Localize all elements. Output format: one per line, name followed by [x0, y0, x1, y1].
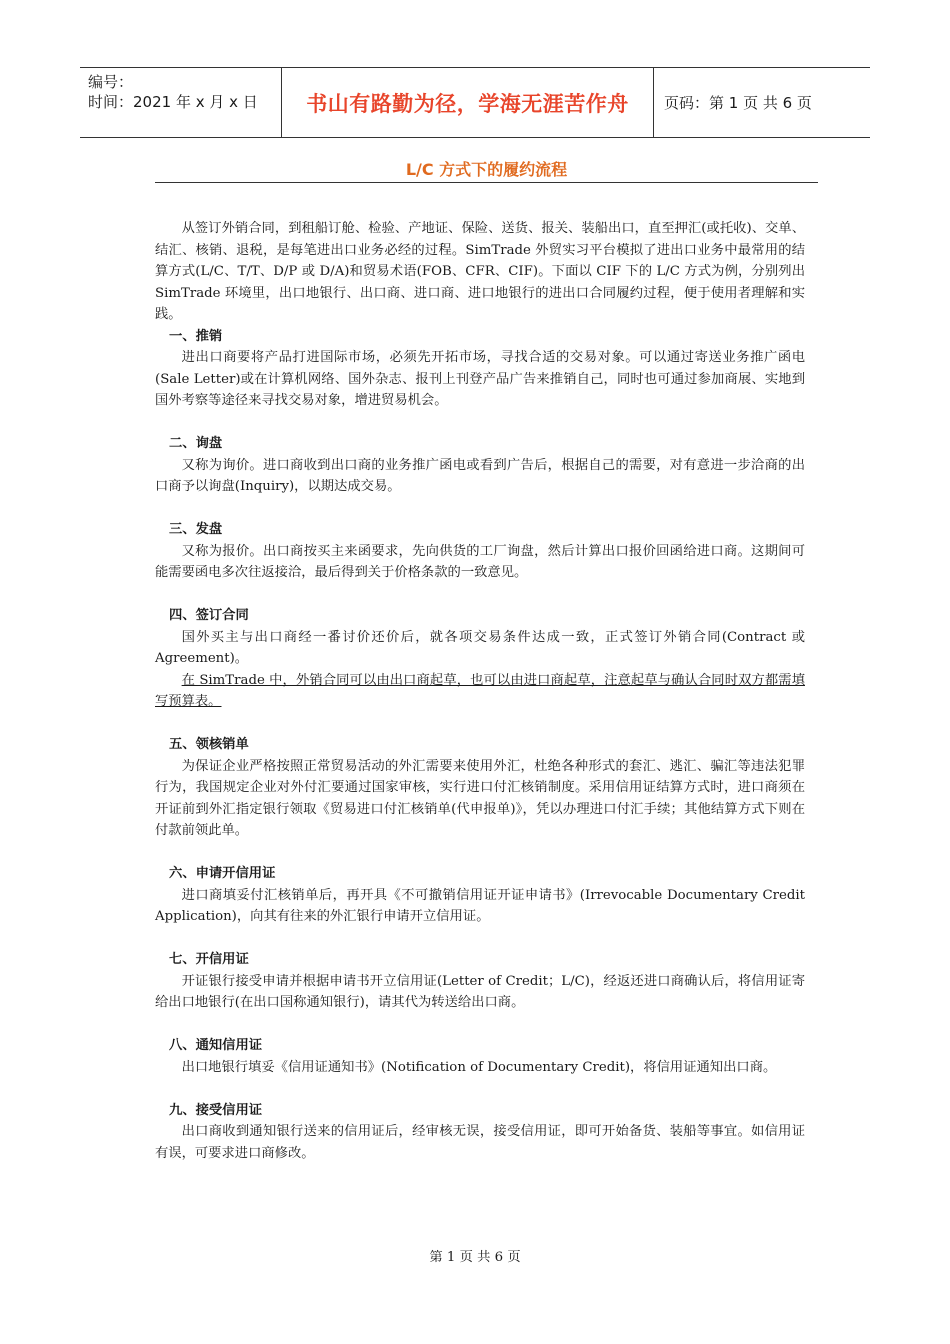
section-heading: 八、通知信用证	[169, 1038, 263, 1053]
section-body: 进出口商要将产品打进国际市场，必须先开拓市场，寻找合适的交易对象。可以通过寄送业务推广函电(Sale Letter)或在计算机网络、国外杂志、报刊上刊登产品广告来推销自己，同时也可通过参加商展、实地到国外考察等途径来寻找交易对象，增进贸易机会。	[155, 350, 805, 408]
section-heading: 一、推销	[169, 328, 223, 344]
intro-paragraph: 从签订外销合同，到租船订舱、检验、产地证、保险、送货、报关、装船出口，直至押汇(或托收)、交单、结汇、核销、退税，是每笔进出口业务必经的过程。SimTrade 外贸实习平台模拟了进出口业务中最常用的结算方式(L/C、T/T、D/P 或 D/A)和贸易术语(FOB、CFR、CIF)。下面以 CIF 下的 L/C 方式为例，分别列出 SimTrade 环境里，出口地银行、出口商、进口商、进口地银行的进出口合同履约过程，便于使用者理解和实践。	[155, 221, 805, 322]
section-heading: 七、开信用证	[169, 952, 249, 967]
page-footer: 第 1 页 共 6 页	[429, 1250, 521, 1265]
section-heading: 五、领核销单	[169, 737, 249, 752]
section-note: 在 SimTrade 中，外销合同可以由出口商起草，也可以由进口商起草，注意起草与确认合同时双方都需填写预算表。	[155, 672, 805, 709]
section-body: 出口商收到通知银行送来的信用证后，经审核无误，接受信用证，即可开始备货、装船等事宜。如信用证有误，可要求进口商修改。	[155, 1124, 805, 1161]
header-motto: 书山有路勤为径，学海无涯苦作舟	[282, 68, 654, 137]
section-body: 开证银行接受申请并根据申请书开立信用证(Letter of Credit；L/C)，经返还进口商确认后，将信用证寄给出口地银行(在出口国称通知银行)，请其代为转送给出口商。	[155, 973, 805, 1010]
section-body: 又称为报价。出口商按买主来函要求，先向供货的工厂询盘，然后计算出口报价回函给进口商。这期间可能需要函电多次往返接洽，最后得到关于价格条款的一致意见。	[155, 543, 805, 580]
section-body: 出口地银行填妥《信用证通知书》(Notification of Documentary Credit)，将信用证通知出口商。	[181, 1059, 777, 1075]
document-time-label: 时间：2021 年 x 月 x 日	[88, 93, 258, 111]
section-body: 又称为询价。进口商收到出口商的业务推广函电或看到广告后，根据自己的需要，对有意进一步洽商的出口商予以询盘(Inquiry)，以期达成交易。	[155, 457, 805, 494]
header-info-cell	[80, 68, 282, 137]
section-body: 进口商填妥付汇核销单后，再开具《不可撤销信用证开证申请书》(Irrevocable Documentary Credit Application)，向其有往来的外汇银行申请开立信用证。	[155, 887, 805, 924]
section-heading: 九、接受信用证	[169, 1102, 263, 1118]
section-body: 国外买主与出口商经一番讨价还价后，就各项交易条件达成一致，正式签订外销合同(Contract 或 Agreement)。	[155, 629, 805, 666]
document-number-label: 编号：	[88, 73, 134, 91]
header-table	[80, 67, 870, 138]
section-body: 为保证企业严格按照正常贸易活动的外汇需要来使用外汇，杜绝各种形式的套汇、逃汇、骗汇等违法犯罪行为，我国规定企业对外付汇要通过国家审核，实行进口付汇核销制度。采用信用证结算方式时，进口商须在开证前到外汇指定银行领取《贸易进口付汇核销单(代申报单)》，凭以办理进口付汇手续；其他结算方式下则在付款前领此单。	[155, 758, 805, 838]
section-heading: 四、签订合同	[169, 608, 249, 623]
document-title: L/C 方式下的履约流程	[155, 158, 818, 183]
section-heading: 二、询盘	[169, 436, 223, 451]
section-heading: 六、申请开信用证	[169, 866, 276, 881]
header-page-info: 页码：第 1 页 共 6 页	[664, 94, 812, 112]
section-heading: 三、发盘	[169, 522, 223, 537]
document-body	[155, 218, 805, 1164]
